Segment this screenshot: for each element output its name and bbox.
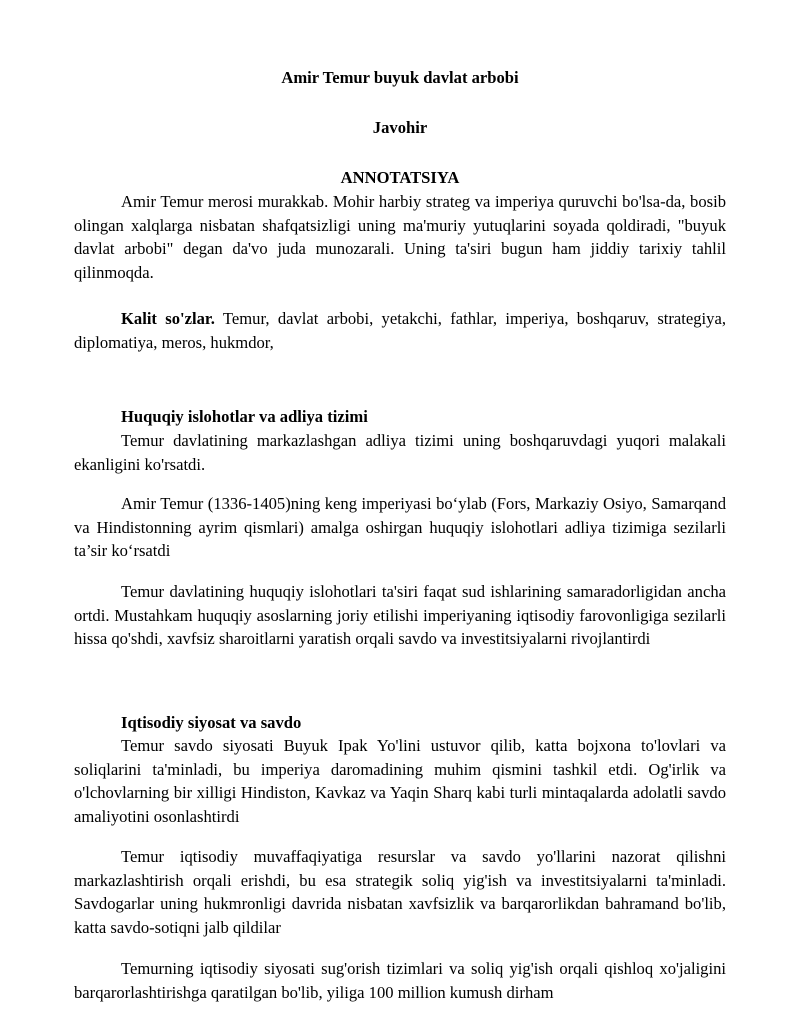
economic-paragraph-3: Temurning iqtisodiy siyosati sug'orish tizimlari va soliq yig'ish orqali qishloq xo'jaligini barqarorlashtirishga qaratilgan bo'lib, yiliga 100 million kumush dirham bbox=[74, 959, 726, 1002]
keywords-list: Temur, davlat arbobi, yetakchi, fathlar, imperiya, boshqaruv, strategiya, diplomatiya, meros, hukmdor, bbox=[74, 309, 726, 352]
section-heading-economic-policy: Iqtisodiy siyosat va savdo bbox=[121, 713, 302, 732]
economic-paragraph-2: Temur iqtisodiy muvaffaqiyatiga resurslar va savdo yo'llarini nazorat qilishni markazlashtirish orqali erishdi, bu esa strategik soliq yig'ish va investitsiyalarni ta'minladi. Savdogarlar uning hukmronligi davrida nisbatan xavfsizlik va barqarorlikdan bahramand bo'lib, katta savdo-sotiqni jalb qildilar bbox=[74, 847, 726, 937]
annotation-heading: ANNOTATSIYA bbox=[340, 168, 460, 187]
legal-paragraph-3: Temur davlatining huquqiy islohotlari ta'siri faqat sud ishlarining samaradorligidan ancha ortdi. Mustahkam huquqiy asoslarning joriy etilishi imperiyaning iqtisodiy farovonligiga sezilarli hissa qo'shdi, xavfsiz sharoitlarni yaratish orqali savdo va investitsiyalarni rivojlantirdi bbox=[74, 582, 726, 648]
keywords-paragraph bbox=[74, 307, 726, 354]
document-title: Amir Temur buyuk davlat arbobi bbox=[281, 68, 519, 87]
legal-paragraph-2: Amir Temur (1336-1405)ning keng imperiyasi bo‘ylab (Fors, Markaziy Osiyo, Samarqand va Hindistonning ayrim qismlari) amalga oshirgan huquqiy islohotlari adliya tizimiga sezilarli ta’sir ko‘rsatdi bbox=[74, 494, 726, 560]
legal-paragraph-1: Temur davlatining markazlashgan adliya tizimi uning boshqaruvdagi yuqori malakali ekanligini ko'rsatdi. bbox=[74, 431, 726, 474]
section-heading-legal-reforms: Huquqiy islohotlar va adliya tizimi bbox=[121, 407, 368, 426]
economic-paragraph-1: Temur savdo siyosati Buyuk Ipak Yo'lini ustuvor qilib, katta bojxona to'lovlari va soliqlarini ta'minladi, bu imperiya daromadining muhim qismini tashkil etdi. Og'irlik va o'lchovlarning bir xilligi Hindiston, Kavkaz va Yaqin Sharq kabi turli mintaqalarda adolatli savdo amaliyotini osonlashtirdi bbox=[74, 736, 726, 826]
keywords-label: Kalit so'zlar. bbox=[121, 309, 215, 328]
author-name: Javohir bbox=[372, 118, 428, 137]
annotation-paragraph: Amir Temur merosi murakkab. Mohir harbiy strateg va imperiya quruvchi bo'lsa-da, bosib olingan xalqlarga nisbatan shafqatsizligi uning ma'muriy yutuqlarini soyada qoldiradi, "buyuk davlat arbobi" degan da'vo juda munozarali. Uning ta'siri bugun ham jiddiy tarixiy tahlil qilinmoqda. bbox=[74, 192, 726, 282]
